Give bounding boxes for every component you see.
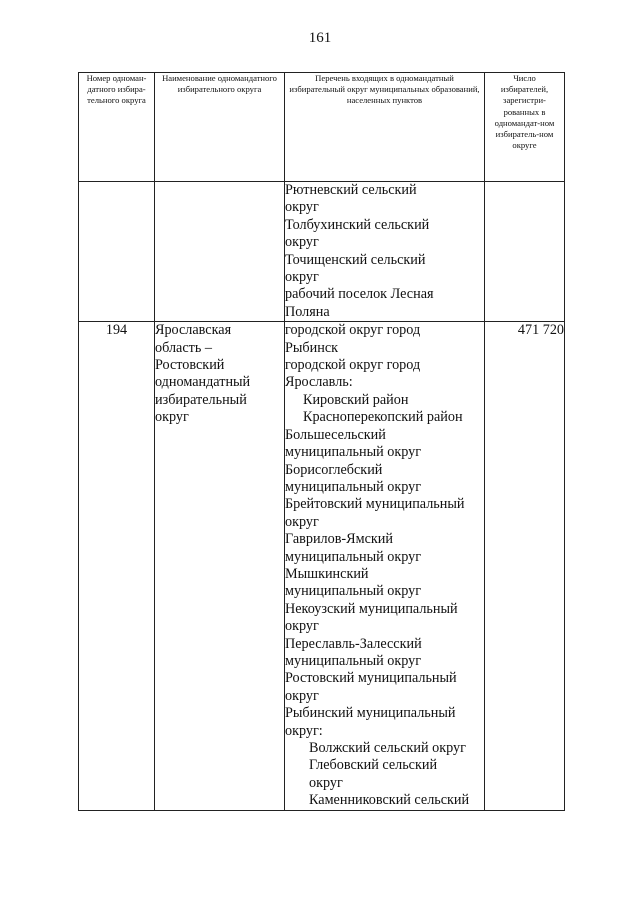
list-item: Мышкинский bbox=[285, 565, 369, 582]
list-item: Ростовский муниципальный bbox=[285, 670, 457, 687]
header-district-number: Номер одноман-датного избира-тельного округа bbox=[79, 73, 155, 182]
header-municipalities-list: Перечень входящих в одномандатный избирательный округ муниципальных образований, населенных пунктов bbox=[285, 73, 485, 182]
district-municipalities-list bbox=[285, 322, 485, 810]
list-item: городской округ город bbox=[285, 357, 421, 374]
district-name-line: избирательный bbox=[155, 391, 247, 408]
list-item: Борисоглебский bbox=[285, 461, 383, 478]
list-item: Волжский сельский округ bbox=[309, 740, 466, 756]
list-item: муниципальный округ bbox=[285, 652, 422, 669]
district-name-line: Ростовский bbox=[155, 357, 225, 374]
header-district-name: Наименование одномандатного избирательного округа bbox=[155, 73, 285, 182]
list-item: Рютневский сельский bbox=[285, 182, 417, 198]
list-item: округ bbox=[285, 618, 319, 635]
list-item: округ bbox=[285, 234, 319, 251]
list-item: Переславль-Залесский bbox=[285, 635, 422, 652]
list-item: Некоузский муниципальный bbox=[285, 600, 458, 617]
district-name bbox=[155, 322, 285, 810]
district-name-line: одномандатный bbox=[155, 374, 251, 391]
district-number: 194 bbox=[79, 322, 155, 810]
list-item: Рыбинский муниципальный bbox=[285, 705, 456, 722]
list-item: Ярославль: bbox=[285, 374, 353, 391]
district-name-line: область – bbox=[155, 339, 212, 356]
list-item: Красноперекопский район bbox=[303, 409, 463, 426]
list-item: Кировский район bbox=[303, 391, 409, 408]
list-item: округ bbox=[285, 199, 319, 216]
table-header-row bbox=[79, 73, 565, 182]
district-name-line: Ярославская bbox=[155, 322, 232, 339]
district-name-line: округ bbox=[155, 409, 189, 426]
list-item: муниципальный округ bbox=[285, 444, 422, 461]
list-item: муниципальный округ bbox=[285, 583, 422, 600]
table-row-district-194 bbox=[79, 322, 565, 810]
list-item: округ: bbox=[285, 722, 323, 739]
list-item: Брейтовский муниципальный bbox=[285, 496, 465, 513]
continuation-number-cell bbox=[79, 182, 155, 322]
list-item: Рыбинск bbox=[285, 339, 339, 356]
list-item: Поляна bbox=[285, 303, 330, 320]
list-item: Большесельский bbox=[285, 426, 386, 443]
list-item: округ bbox=[285, 269, 319, 286]
header-voter-count: Число избирателей, зарегистри-рованных в одномандат-ном избиратель-ном округе bbox=[485, 73, 565, 182]
list-item: Толбухинский сельский bbox=[285, 216, 430, 233]
continuation-list-cell bbox=[285, 182, 485, 322]
district-voter-count: 471 720 bbox=[485, 322, 565, 810]
page-number: 161 bbox=[308, 30, 332, 46]
list-item: Гаврилов-Ямский bbox=[285, 531, 393, 548]
list-item: округ bbox=[309, 774, 343, 791]
list-item: округ bbox=[285, 513, 319, 530]
list-item: городской округ город bbox=[285, 322, 421, 339]
districts-table bbox=[78, 72, 565, 811]
list-item: муниципальный округ bbox=[285, 478, 422, 495]
list-item: округ bbox=[285, 687, 319, 704]
list-item: Каменниковский сельский bbox=[309, 792, 470, 809]
list-item: Глебовский сельский bbox=[309, 757, 438, 774]
table-row-continuation bbox=[79, 182, 565, 322]
list-item: муниципальный округ bbox=[285, 548, 422, 565]
list-item: рабочий поселок Лесная bbox=[285, 286, 434, 303]
list-item: Точищенский сельский bbox=[285, 251, 426, 268]
continuation-count-cell bbox=[485, 182, 565, 322]
continuation-name-cell bbox=[155, 182, 285, 322]
